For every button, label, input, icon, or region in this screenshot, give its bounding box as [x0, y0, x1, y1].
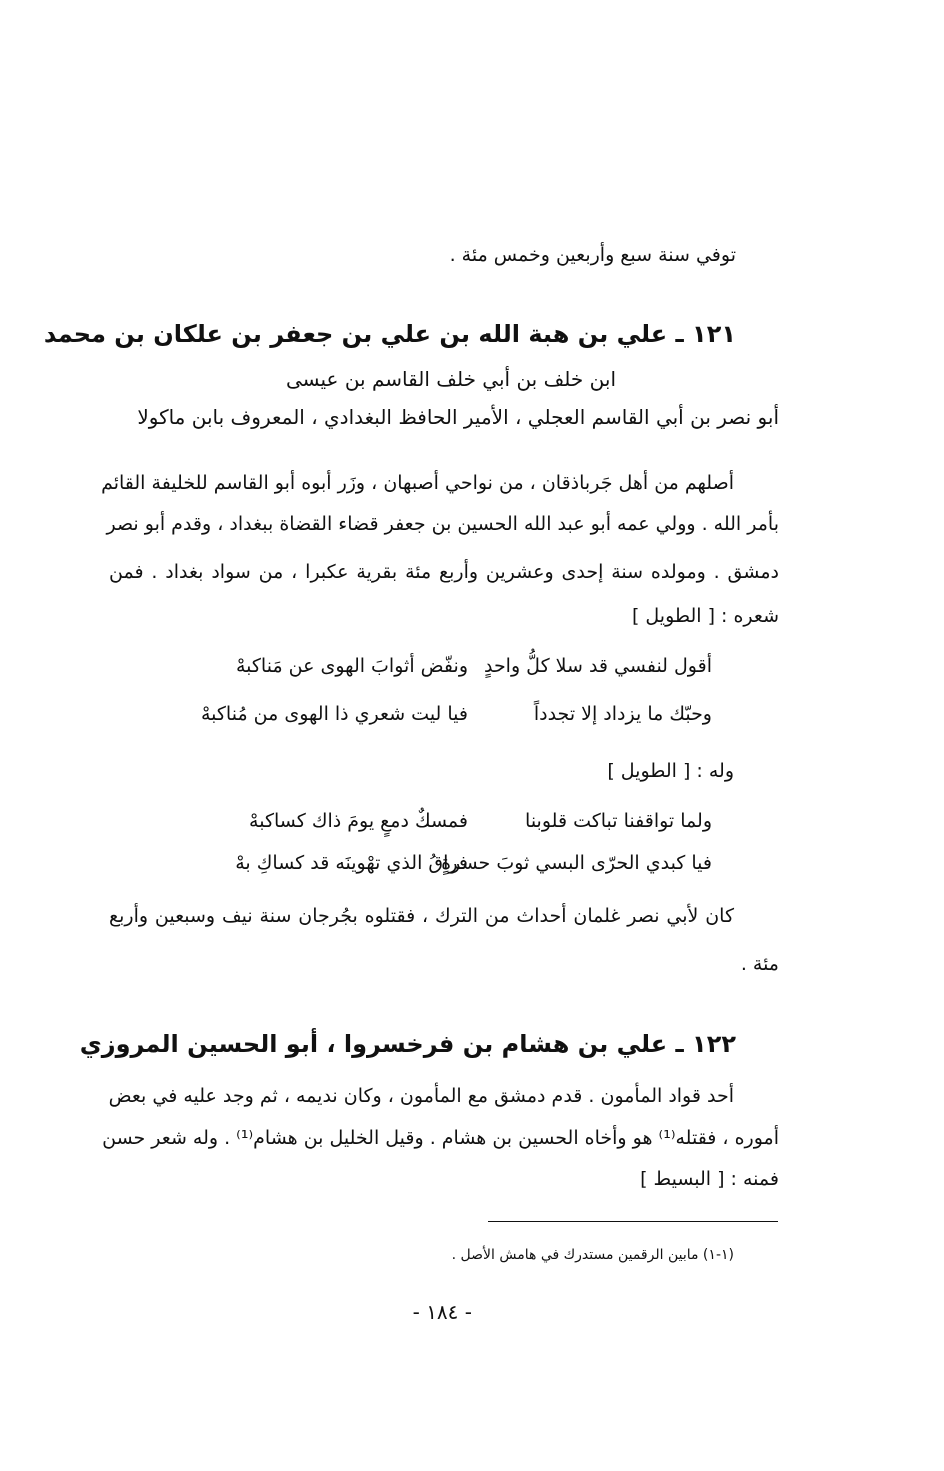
verse-3-first-hemistich: ولما تواقفنا تباكت قلوبنا — [525, 810, 712, 832]
entry-121-closing-line-2: مئة . — [740, 953, 779, 975]
entry-121-names: أبو نصر بن أبي القاسم العجلي ، الأمير الحافظ البغدادي ، المعروف بابن ماكولا — [137, 405, 779, 429]
text-line-death-year: توفي سنة سبع وأربعين وخمس مئة . — [449, 244, 736, 266]
verse-2-first-hemistich: وحبّك ما يزداد إلا تجدداً — [533, 703, 712, 725]
entry-122-para-line-1: أحد قواد المأمون . قدم دمشق مع المأمون ، وكان نديمه ، ثم وجد عليه في بعض — [108, 1085, 734, 1107]
footnote-divider — [488, 1221, 778, 1222]
entry-122-para-line-2: أموره ، فقتله⁽¹⁾ هو وأخاه الحسين بن هشام . وقيل الخليل بن هشام⁽¹⁾ . وله شعر حسن — [102, 1127, 779, 1149]
footnote: (١-١) مابين الرقمين مستدرك في هامش الأصل . — [451, 1247, 734, 1263]
entry-121-para-line-2: بأمر الله . وولي عمه أبو عبد الله الحسين بن جعفر قضاء القضاة ببغداد ، وقدم أبو نصر — [106, 513, 779, 535]
verse-2-second-hemistich: فيا ليت شعري ذا الهوى من مُناكبهْ — [200, 703, 468, 725]
verse-3-second-hemistich: فمسكٌ دمعٍ يومَ ذاك كساكبهْ — [249, 810, 468, 832]
entry-121-lineage: ابن خلف بن أبي خلف القاسم بن عيسى — [285, 367, 616, 391]
entry-121-para-line-1: أصلهم من أهل جَرباذقان ، من نواحي أصبهان ، وزَر أبوه أبو القاسم للخليفة القائم — [101, 472, 734, 494]
verse-1-first-hemistich: أقول لنفسي قد سلا كلُّ واحدٍ — [483, 655, 712, 677]
verse-1-second-hemistich: ونفّض أثوابَ الهوى عن مَناكبهْ — [235, 655, 468, 677]
verse-4-second-hemistich: فراقُ الذي تهْوينَه قد كساكِ بهْ — [235, 852, 468, 874]
entry-122-heading: ١٢٢ ـ علي بن هشام بن فرخسروا ، أبو الحسين المروزي — [79, 1030, 736, 1058]
page-number: - ١٨٤ - — [412, 1300, 472, 1324]
verse-4-first-hemistich: فيا كبدي الحرّى البسي ثوبَ حسرةٍ — [441, 852, 712, 874]
entry-121-meter-2: وله : [ الطويل ] — [607, 760, 734, 782]
entry-121-para-line-3: دمشق . ومولده سنة إحدى وعشرين وأربع مئة بقرية عكبرا ، من سواد بغداد . فمن — [109, 561, 779, 583]
entry-121-heading: ١٢١ ـ علي بن هبة الله بن علي بن جعفر بن علكان بن محمد — [43, 320, 736, 348]
entry-121-closing-line-1: كان لأبي نصر غلمان أحداث من الترك ، فقتلوه بجُرجان سنة نيف وسبعين وأربع — [109, 905, 734, 927]
entry-121-meter-1: شعره : [ الطويل ] — [631, 605, 779, 627]
entry-122-para-line-3: فمنه : [ البسيط ] — [640, 1168, 779, 1190]
